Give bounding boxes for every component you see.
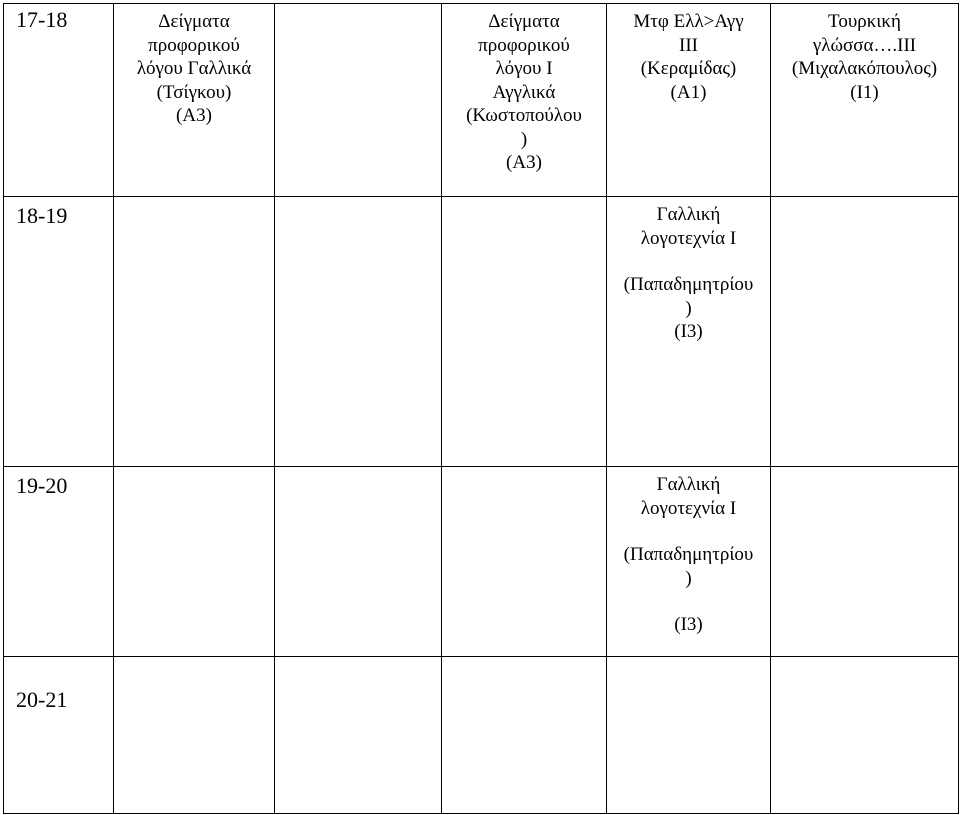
cell-line: ): [685, 297, 692, 319]
row-20-21: [4, 657, 959, 814]
cell-line: (Ι3): [674, 614, 703, 635]
cell-line: (Α1): [670, 81, 707, 103]
course-cell: [275, 197, 442, 467]
cell-line: Γαλλική: [656, 474, 721, 495]
cell-line: Τουρκική: [828, 11, 901, 32]
cell-line: (Α3): [506, 152, 542, 173]
cell-line: λογοτεχνία Ι: [640, 227, 737, 249]
course-cell: [275, 657, 442, 814]
time-slot: 18-19: [4, 197, 114, 467]
course-cell: [771, 197, 959, 467]
cell-line: Μτφ Ελλ>Αγγ: [633, 11, 744, 32]
course-cell: [442, 4, 607, 197]
time-slot: 19-20: [4, 467, 114, 657]
blank-line: [611, 520, 766, 543]
course-cell: [442, 197, 607, 467]
cell-line: γλώσσα….ΙΙΙ: [812, 34, 917, 56]
course-cell: [442, 467, 607, 657]
cell-line: (Κωστοπούλου: [466, 105, 582, 126]
course-cell: [114, 4, 275, 197]
row-17-18: [4, 4, 959, 197]
time-slot: 20-21: [4, 657, 114, 814]
cell-line: (Ι3): [674, 321, 703, 342]
course-cell: [607, 657, 771, 814]
cell-line: (Τσίγκου): [156, 81, 232, 103]
cell-line: (Παπαδημητρίου: [623, 274, 754, 295]
cell-line: Αγγλικά: [492, 81, 556, 103]
cell-line: λόγου Ι: [495, 58, 553, 79]
time-slot: 17-18: [4, 4, 114, 197]
cell-line: προφορικού: [478, 34, 570, 56]
course-cell: [607, 4, 771, 197]
course-cell: [114, 657, 275, 814]
cell-line: ): [685, 567, 692, 589]
course-cell: [275, 467, 442, 657]
cell-line: ): [520, 128, 528, 150]
course-cell: [114, 197, 275, 467]
cell-line: (Μιχαλακόπουλος): [791, 58, 938, 79]
cell-line: λόγου Γαλλικά: [136, 58, 252, 79]
course-cell: [114, 467, 275, 657]
cell-line: Δείγματα: [488, 11, 560, 32]
cell-line: Γαλλική: [656, 204, 721, 225]
row-19-20: [4, 467, 959, 657]
blank-line: [611, 250, 766, 273]
cell-line: προφορικού: [148, 34, 240, 56]
schedule-table: [3, 3, 959, 814]
blank-line: [611, 590, 766, 613]
course-cell: [607, 467, 771, 657]
cell-line: (Α3): [176, 105, 212, 126]
cell-line: λογοτεχνία Ι: [640, 497, 737, 519]
course-cell: [771, 657, 959, 814]
course-cell: [607, 197, 771, 467]
course-cell: [275, 4, 442, 197]
course-cell: [442, 657, 607, 814]
cell-line: (Ι1): [850, 81, 879, 103]
cell-line: (Παπαδημητρίου: [623, 544, 754, 565]
row-18-19: [4, 197, 959, 467]
cell-line: Δείγματα: [158, 11, 230, 32]
cell-line: (Κεραμίδας): [640, 58, 737, 79]
cell-line: ΙΙΙ: [679, 34, 698, 56]
course-cell: [771, 4, 959, 197]
course-cell: [771, 467, 959, 657]
